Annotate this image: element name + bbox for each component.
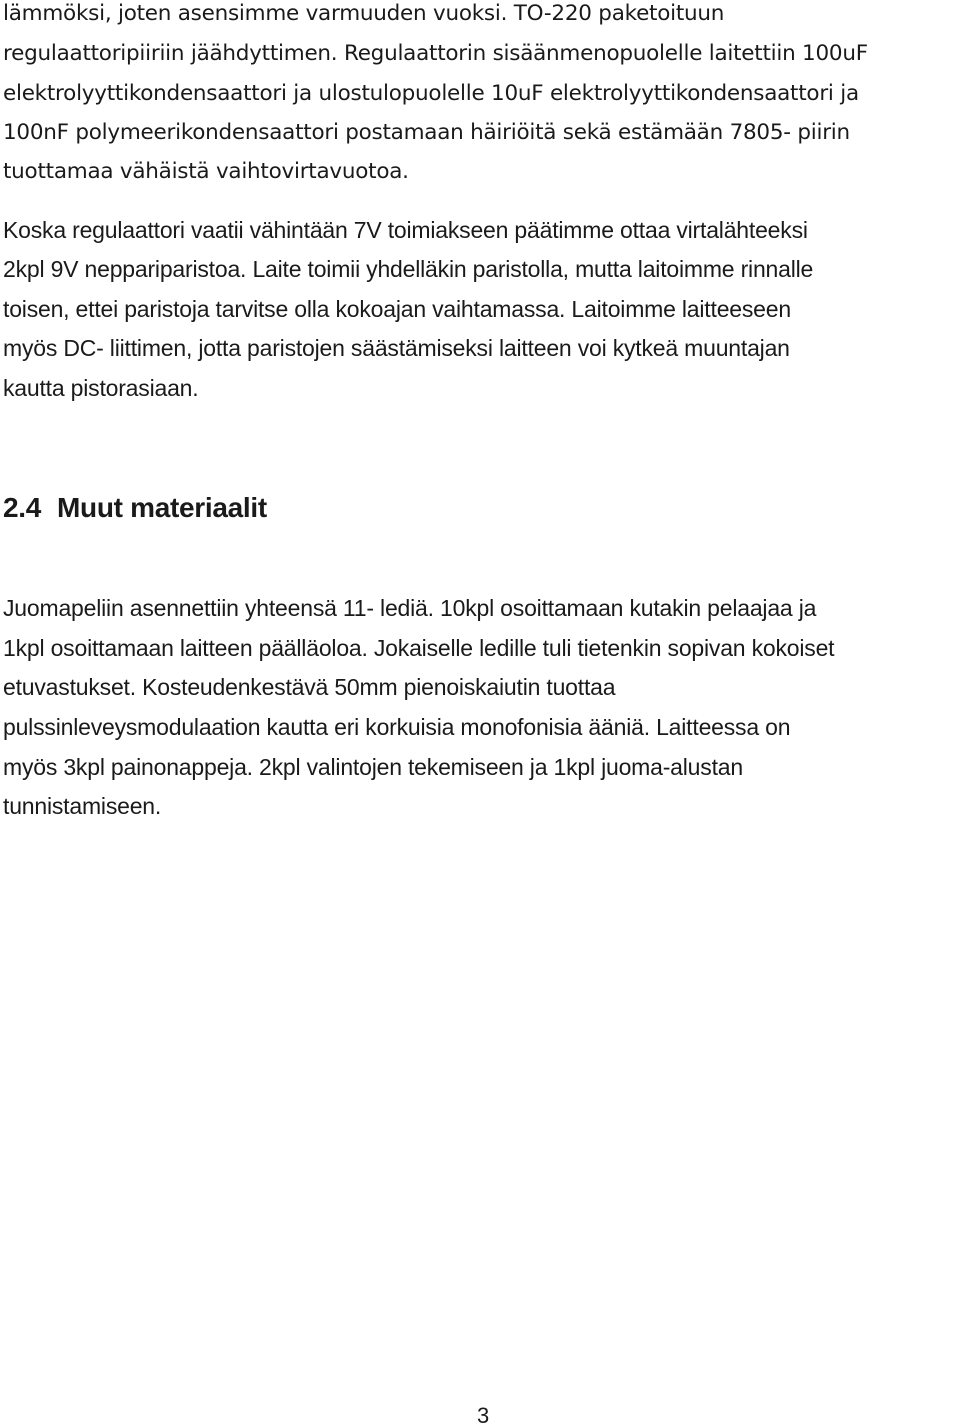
text-line: 2kpl 9V neppariparistoa. Laite toimii yhdelläkin paristolla, mutta laitoimme rinnalle	[3, 256, 814, 282]
text-line: myös DC- liittimen, jotta paristojen säästämiseksi laitteen voi kytkeä muuntajan	[3, 335, 790, 361]
text-line: Koska regulaattori vaatii vähintään 7V toimiakseen päätimme ottaa virtalähteeksi	[3, 217, 808, 243]
text-line: kautta pistorasiaan.	[3, 375, 199, 401]
section-title: Muut materiaalit	[57, 492, 267, 523]
text-line: 100nF polymeerikondensaattori postamaan häiriöitä sekä estämään 7805- piirin	[3, 120, 850, 145]
section-heading	[3, 494, 267, 522]
text-line: myös 3kpl painonappeja. 2kpl valintojen tekemiseen ja 1kpl juoma-alustan	[3, 754, 743, 780]
text-line: tuottamaa vähäistä vaihtovirtavuotoa.	[3, 159, 409, 184]
text-line: tunnistamiseen.	[3, 793, 162, 819]
text-line: etuvastukset. Kosteudenkestävä 50mm pienoiskaiutin tuottaa	[3, 674, 616, 700]
text-line: pulssinleveysmodulaation kautta eri korkuisia monofonisia ääniä. Laitteessa on	[3, 714, 791, 740]
text-line: 1kpl osoittamaan laitteen päälläoloa. Jokaiselle ledille tuli tietenkin sopivan kokoiset	[3, 635, 835, 661]
page-number: 3	[477, 1403, 490, 1428]
text-line: regulaattoripiiriin jäähdyttimen. Regulaattorin sisäänmenopuolelle laitettiin 100uF	[3, 41, 868, 66]
text-line: toisen, ettei paristoja tarvitse olla kokoajan vaihtamassa. Laitoimme laitteeseen	[3, 296, 791, 322]
text-line: Juomapeliin asennettiin yhteensä 11- lediä. 10kpl osoittamaan kutakin pelaajaa ja	[3, 595, 817, 621]
section-number: 2.4	[3, 492, 42, 523]
text-line: lämmöksi, joten asensimme varmuuden vuoksi. TO-220 paketoituun	[3, 1, 725, 26]
text-line: elektrolyyttikondensaattori ja ulostulopuolelle 10uF elektrolyyttikondensaattori ja	[3, 81, 859, 106]
